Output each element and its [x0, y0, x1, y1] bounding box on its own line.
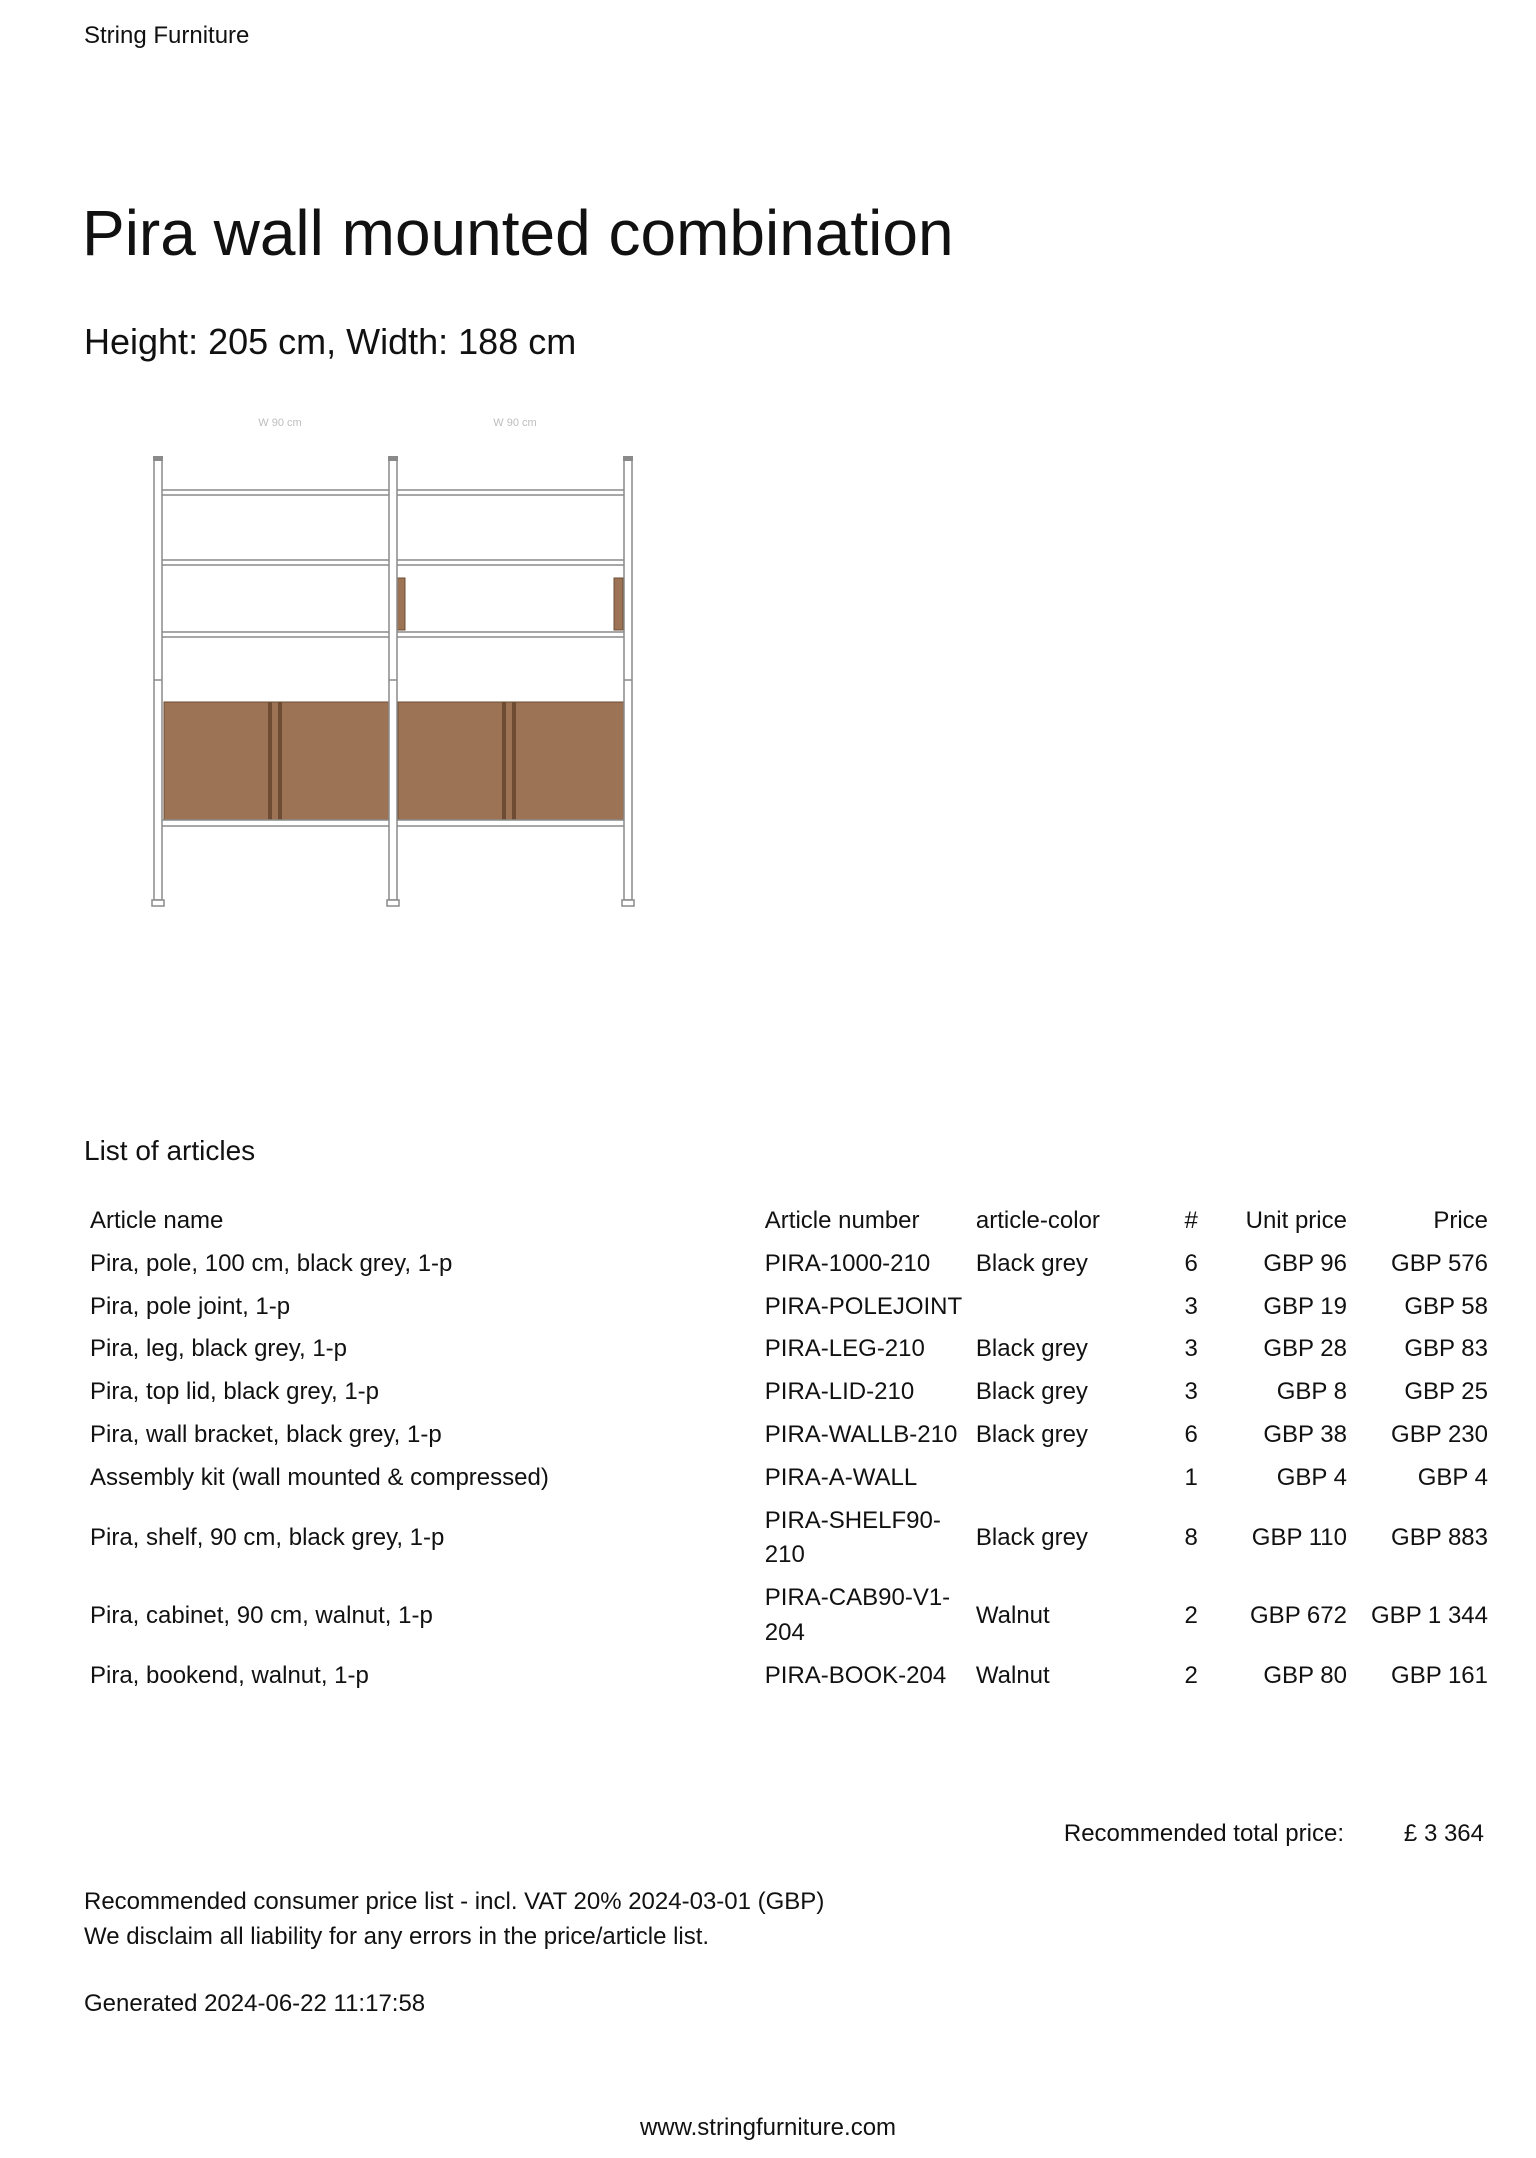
cell-price: GBP 58: [1404, 1292, 1488, 1320]
cell-article-name: Pira, pole joint, 1-p: [90, 1292, 291, 1320]
price-list-note: Recommended consumer price list - incl. VAT 20% 2024-03-01 (GBP): [84, 1888, 825, 1915]
cell-price: GBP 1 344: [1371, 1601, 1488, 1629]
header-article-number: Article number: [764, 1207, 920, 1234]
cell-article-color: Black grey: [975, 1335, 1088, 1363]
articles-section-title: List of articles: [84, 1135, 256, 1166]
cell-quantity: 6: [1184, 1249, 1198, 1277]
cell-article-color: Black grey: [975, 1523, 1088, 1551]
generated-timestamp: Generated 2024-06-22 11:17:58: [84, 1990, 426, 2017]
cell-unit-price: GBP 8: [1276, 1378, 1347, 1406]
cell-article-number: PIRA-WALLB-210: [764, 1420, 958, 1448]
cell-article-name: Pira, leg, black grey, 1-p: [90, 1335, 348, 1363]
cell-price: GBP 230: [1391, 1420, 1488, 1448]
cell-article-color: [970, 1457, 1151, 1500]
table-row: [84, 1500, 1494, 1578]
total-label: Recommended total price:: [1063, 1820, 1344, 1847]
cell-quantity: 3: [1184, 1335, 1198, 1363]
cell-article-number: PIRA-POLEJOINT: [764, 1292, 963, 1320]
cell-article-number: PIRA-BOOK-204: [764, 1661, 947, 1689]
legs: [152, 900, 634, 906]
cell-price: GBP 161: [1391, 1661, 1488, 1689]
cell-article-number: PIRA-LEG-210: [764, 1335, 925, 1363]
cell-unit-price: GBP 28: [1263, 1335, 1347, 1363]
cabinet-right: [398, 702, 624, 820]
cell-price: GBP 83: [1404, 1335, 1488, 1363]
cell-quantity: 3: [1184, 1378, 1198, 1406]
cell-price: GBP 25: [1404, 1378, 1488, 1406]
table-row: [84, 1655, 1494, 1698]
cabinet-left: [164, 702, 390, 820]
cell-unit-price: GBP 96: [1263, 1249, 1347, 1277]
cell-article-name: Pira, cabinet, 90 cm, walnut, 1-p: [90, 1601, 433, 1629]
header-article-name: Article name: [90, 1207, 224, 1234]
cell-unit-price: GBP 38: [1263, 1420, 1347, 1448]
cell-quantity: 2: [1184, 1661, 1198, 1689]
header-price: Price: [1433, 1207, 1488, 1234]
table-row: [84, 1286, 1494, 1329]
cell-quantity: 1: [1184, 1463, 1198, 1491]
product-dimensions: Height: 205 cm, Width: 188 cm: [84, 321, 577, 362]
cell-quantity: 6: [1184, 1420, 1198, 1448]
cell-article-name: Pira, top lid, black grey, 1-p: [90, 1378, 380, 1406]
brand-name: String Furniture: [84, 22, 250, 49]
cell-article-number: PIRA-LID-210: [764, 1378, 915, 1406]
disclaimer-note: We disclaim all liability for any errors in the price/article list.: [84, 1922, 710, 1950]
cell-article-color: Black grey: [975, 1378, 1088, 1406]
cell-quantity: 3: [1184, 1292, 1198, 1320]
header-unit-price: Unit price: [1245, 1207, 1347, 1234]
cell-unit-price: GBP 80: [1263, 1661, 1347, 1689]
cell-article-number: PIRA-1000-210: [764, 1249, 931, 1277]
cell-unit-price: GBP 672: [1250, 1601, 1347, 1629]
cell-article-color: Black grey: [975, 1420, 1088, 1448]
cell-quantity: 8: [1184, 1523, 1198, 1551]
table-row: [84, 1243, 1494, 1286]
cell-article-name: Pira, shelf, 90 cm, black grey, 1-p: [90, 1523, 445, 1551]
cell-unit-price: GBP 110: [1251, 1523, 1347, 1551]
cell-article-name: Assembly kit (wall mounted & compressed): [90, 1463, 549, 1491]
header-article-color: article-color: [975, 1207, 1100, 1234]
bookend-right: [614, 578, 623, 630]
table-row: [84, 1414, 1494, 1457]
total-value: £ 3 364: [1403, 1820, 1484, 1847]
cell-price: GBP 4: [1417, 1463, 1488, 1491]
cell-article-name: Pira, wall bracket, black grey, 1-p: [90, 1420, 442, 1448]
notes: [84, 1885, 824, 1955]
cell-article-color: Black grey: [975, 1249, 1088, 1277]
cell-article-number: PIRA-A-WALL: [764, 1463, 918, 1491]
header-quantity: #: [1184, 1207, 1198, 1234]
cell-article-name: Pira, bookend, walnut, 1-p: [90, 1661, 369, 1689]
product-drawing: [140, 410, 660, 940]
cell-article-color: Walnut: [975, 1661, 1050, 1689]
cell-article-number: PIRA-CAB90-V1-204: [764, 1584, 951, 1646]
cell-article-name: Pira, pole, 100 cm, black grey, 1-p: [90, 1249, 453, 1277]
page-title: Pira wall mounted combination: [82, 197, 954, 269]
cell-article-number: PIRA-SHELF90-210: [764, 1506, 941, 1569]
table-row: [84, 1371, 1494, 1414]
cell-article-color: [970, 1286, 1151, 1329]
table-header-row: [84, 1200, 1494, 1243]
top-lids: [153, 456, 633, 461]
table-row: [84, 1328, 1494, 1371]
footer-url: www.stringfurniture.com: [639, 2114, 897, 2141]
cell-price: GBP 883: [1391, 1523, 1488, 1551]
table-row: [84, 1457, 1494, 1500]
articles-table: [84, 1200, 1494, 1698]
cell-price: GBP 576: [1391, 1249, 1488, 1277]
cell-unit-price: GBP 19: [1263, 1292, 1347, 1320]
cell-unit-price: GBP 4: [1276, 1463, 1347, 1491]
cell-article-color: Walnut: [975, 1601, 1050, 1629]
table-row: [84, 1577, 1494, 1655]
bay-label-right: W 90 cm: [493, 417, 537, 429]
cell-quantity: 2: [1184, 1601, 1198, 1629]
bay-label-left: W 90 cm: [258, 417, 302, 429]
